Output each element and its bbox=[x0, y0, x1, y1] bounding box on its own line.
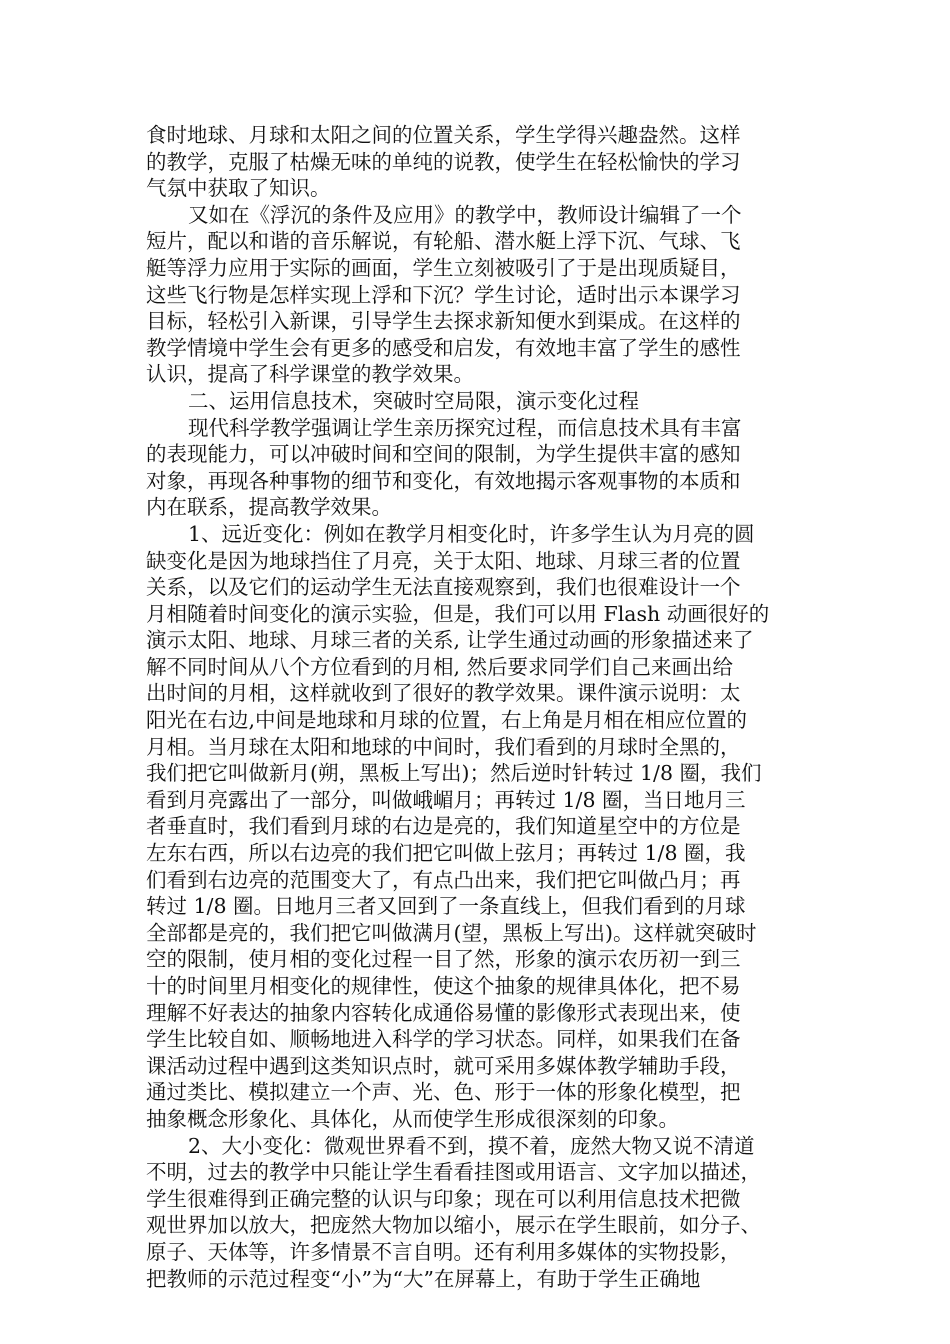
text-line: 左东右西，所以右边亮的我们把它叫做上弦月；再转过 1/8 圈，我 bbox=[146, 841, 746, 866]
text-line: 我们把它叫做新月(朔，黑板上写出)；然后逆时针转过 1/8 圈，我们 bbox=[146, 761, 762, 786]
text-line: 不明，过去的教学中只能让学生看看挂图或用语言、文字加以描述， bbox=[146, 1160, 761, 1185]
text-line: 转过 1/8 圈。日地月三者又回到了一条直线上，但我们看到的月球 bbox=[146, 894, 746, 919]
text-line: 气氛中获取了知识。 bbox=[146, 176, 331, 201]
text-line: 们看到右边亮的范围变大了，有点凸出来，我们把它叫做凸月；再 bbox=[146, 867, 741, 892]
text-line: 教学情境中学生会有更多的感受和启发，有效地丰富了学生的感性 bbox=[146, 335, 741, 360]
text-line: 十的时间里月相变化的规律性，使这个抽象的规律具体化，把不易 bbox=[146, 974, 741, 998]
text-line: 观世界加以放大，把庞然大物加以缩小，展示在学生眼前，如分子、 bbox=[146, 1213, 761, 1238]
text-line: 认识，提高了科学课堂的教学效果。 bbox=[146, 362, 474, 387]
text-line: 对象，再现各种事物的细节和变化，有效地揭示客观事物的本质和 bbox=[146, 468, 741, 493]
text-line: 目标，轻松引入新课，引导学生去探求新知便水到渠成。在这样的 bbox=[146, 309, 741, 334]
text-line: 内在联系，提高教学效果。 bbox=[146, 495, 392, 520]
text-line: 者垂直时，我们看到月球的右边是亮的，我们知道星空中的方位是 bbox=[146, 814, 741, 839]
text-line: 学生比较自如、顺畅地进入科学的学习状态。同样，如果我们在备 bbox=[146, 1027, 741, 1052]
text-line: 把教师的示范过程变“小”为“大”在屏幕上，有助于学生正确地 bbox=[146, 1266, 701, 1291]
text-line: 阳光在右边,中间是地球和月球的位置，右上角是月相在相应位置的 bbox=[146, 708, 748, 733]
text-line: 缺变化是因为地球挡住了月亮，关于太阳、地球、月球三者的位置 bbox=[146, 548, 741, 573]
text-line: 这些飞行物是怎样实现上浮和下沉？学生讨论，适时出示本课学习 bbox=[146, 282, 741, 307]
text-line: 短片，配以和谐的音乐解说，有轮船、潜水艇上浮下沉、气球、飞 bbox=[146, 229, 741, 254]
paragraph-first-line: 二、运用信息技术，突破时空局限，演示变化过程 bbox=[188, 388, 639, 413]
paragraph-first-line: 现代科学教学强调让学生亲历探究过程，而信息技术具有丰富 bbox=[188, 415, 742, 440]
text-line: 看到月亮露出了一部分，叫做峨嵋月；再转过 1/8 圈，当日地月三 bbox=[146, 787, 746, 812]
text-line: 出时间的月相，这样就收到了很好的教学效果。课件演示说明：太 bbox=[146, 681, 741, 706]
paragraph-first-line: 1、远近变化：例如在教学月相变化时，许多学生认为月亮的圆 bbox=[188, 521, 755, 546]
text-line: 艇等浮力应用于实际的画面，学生立刻被吸引了于是出现质疑目， bbox=[146, 255, 741, 280]
document-body bbox=[146, 122, 818, 1292]
text-line: 的教学，克服了枯燥无味的单纯的说教，使学生在轻松愉快的学习 bbox=[146, 149, 741, 174]
paragraph-first-line: 又如在《浮沉的条件及应用》的教学中，教师设计编辑了一个 bbox=[188, 202, 742, 227]
text-line: 演示太阳、地球、月球三者的关系, 让学生通过动画的形象描述来了 bbox=[146, 628, 754, 653]
text-line: 通过类比、模拟建立一个声、光、色、形于一体的形象化模型，把 bbox=[146, 1080, 741, 1105]
text-line: 抽象概念形象化、具体化，从而使学生形成很深刻的印象。 bbox=[146, 1106, 679, 1131]
text-line: 关系，以及它们的运动学生无法直接观察到，我们也很难设计一个 bbox=[146, 575, 741, 600]
text-line: 全部都是亮的，我们把它叫做满月(望，黑板上写出)。这样就突破时 bbox=[146, 920, 757, 945]
text-line: 学生很难得到正确完整的认识与印象；现在可以利用信息技术把微 bbox=[146, 1186, 741, 1211]
text-line: 课活动过程中遇到这类知识点时，就可采用多媒体教学辅助手段， bbox=[146, 1053, 741, 1078]
text-line: 月相随着时间变化的演示实验，但是，我们可以用 Flash 动画很好的 bbox=[146, 601, 770, 626]
paragraph-first-line: 2、大小变化：微观世界看不到，摸不着，庞然大物又说不清道 bbox=[188, 1133, 755, 1158]
text-line: 解不同时间从八个方位看到的月相, 然后要求同学们自己来画出给 bbox=[146, 654, 734, 679]
text-line: 月相。当月球在太阳和地球的中间时，我们看到的月球时全黑的， bbox=[146, 734, 741, 759]
text-line: 食时地球、月球和太阳之间的位置关系，学生学得兴趣盎然。这样 bbox=[146, 123, 741, 147]
text-line: 的表现能力，可以冲破时间和空间的限制，为学生提供丰富的感知 bbox=[146, 442, 741, 467]
text-line: 理解不好表达的抽象内容转化成通俗易懂的影像形式表现出来，使 bbox=[146, 1000, 741, 1025]
text-line: 空的限制，使月相的变化过程一目了然，形象的演示农历初一到三 bbox=[146, 947, 741, 972]
text-line: 原子、天体等，许多情景不言自明。还有利用多媒体的实物投影， bbox=[146, 1239, 741, 1264]
